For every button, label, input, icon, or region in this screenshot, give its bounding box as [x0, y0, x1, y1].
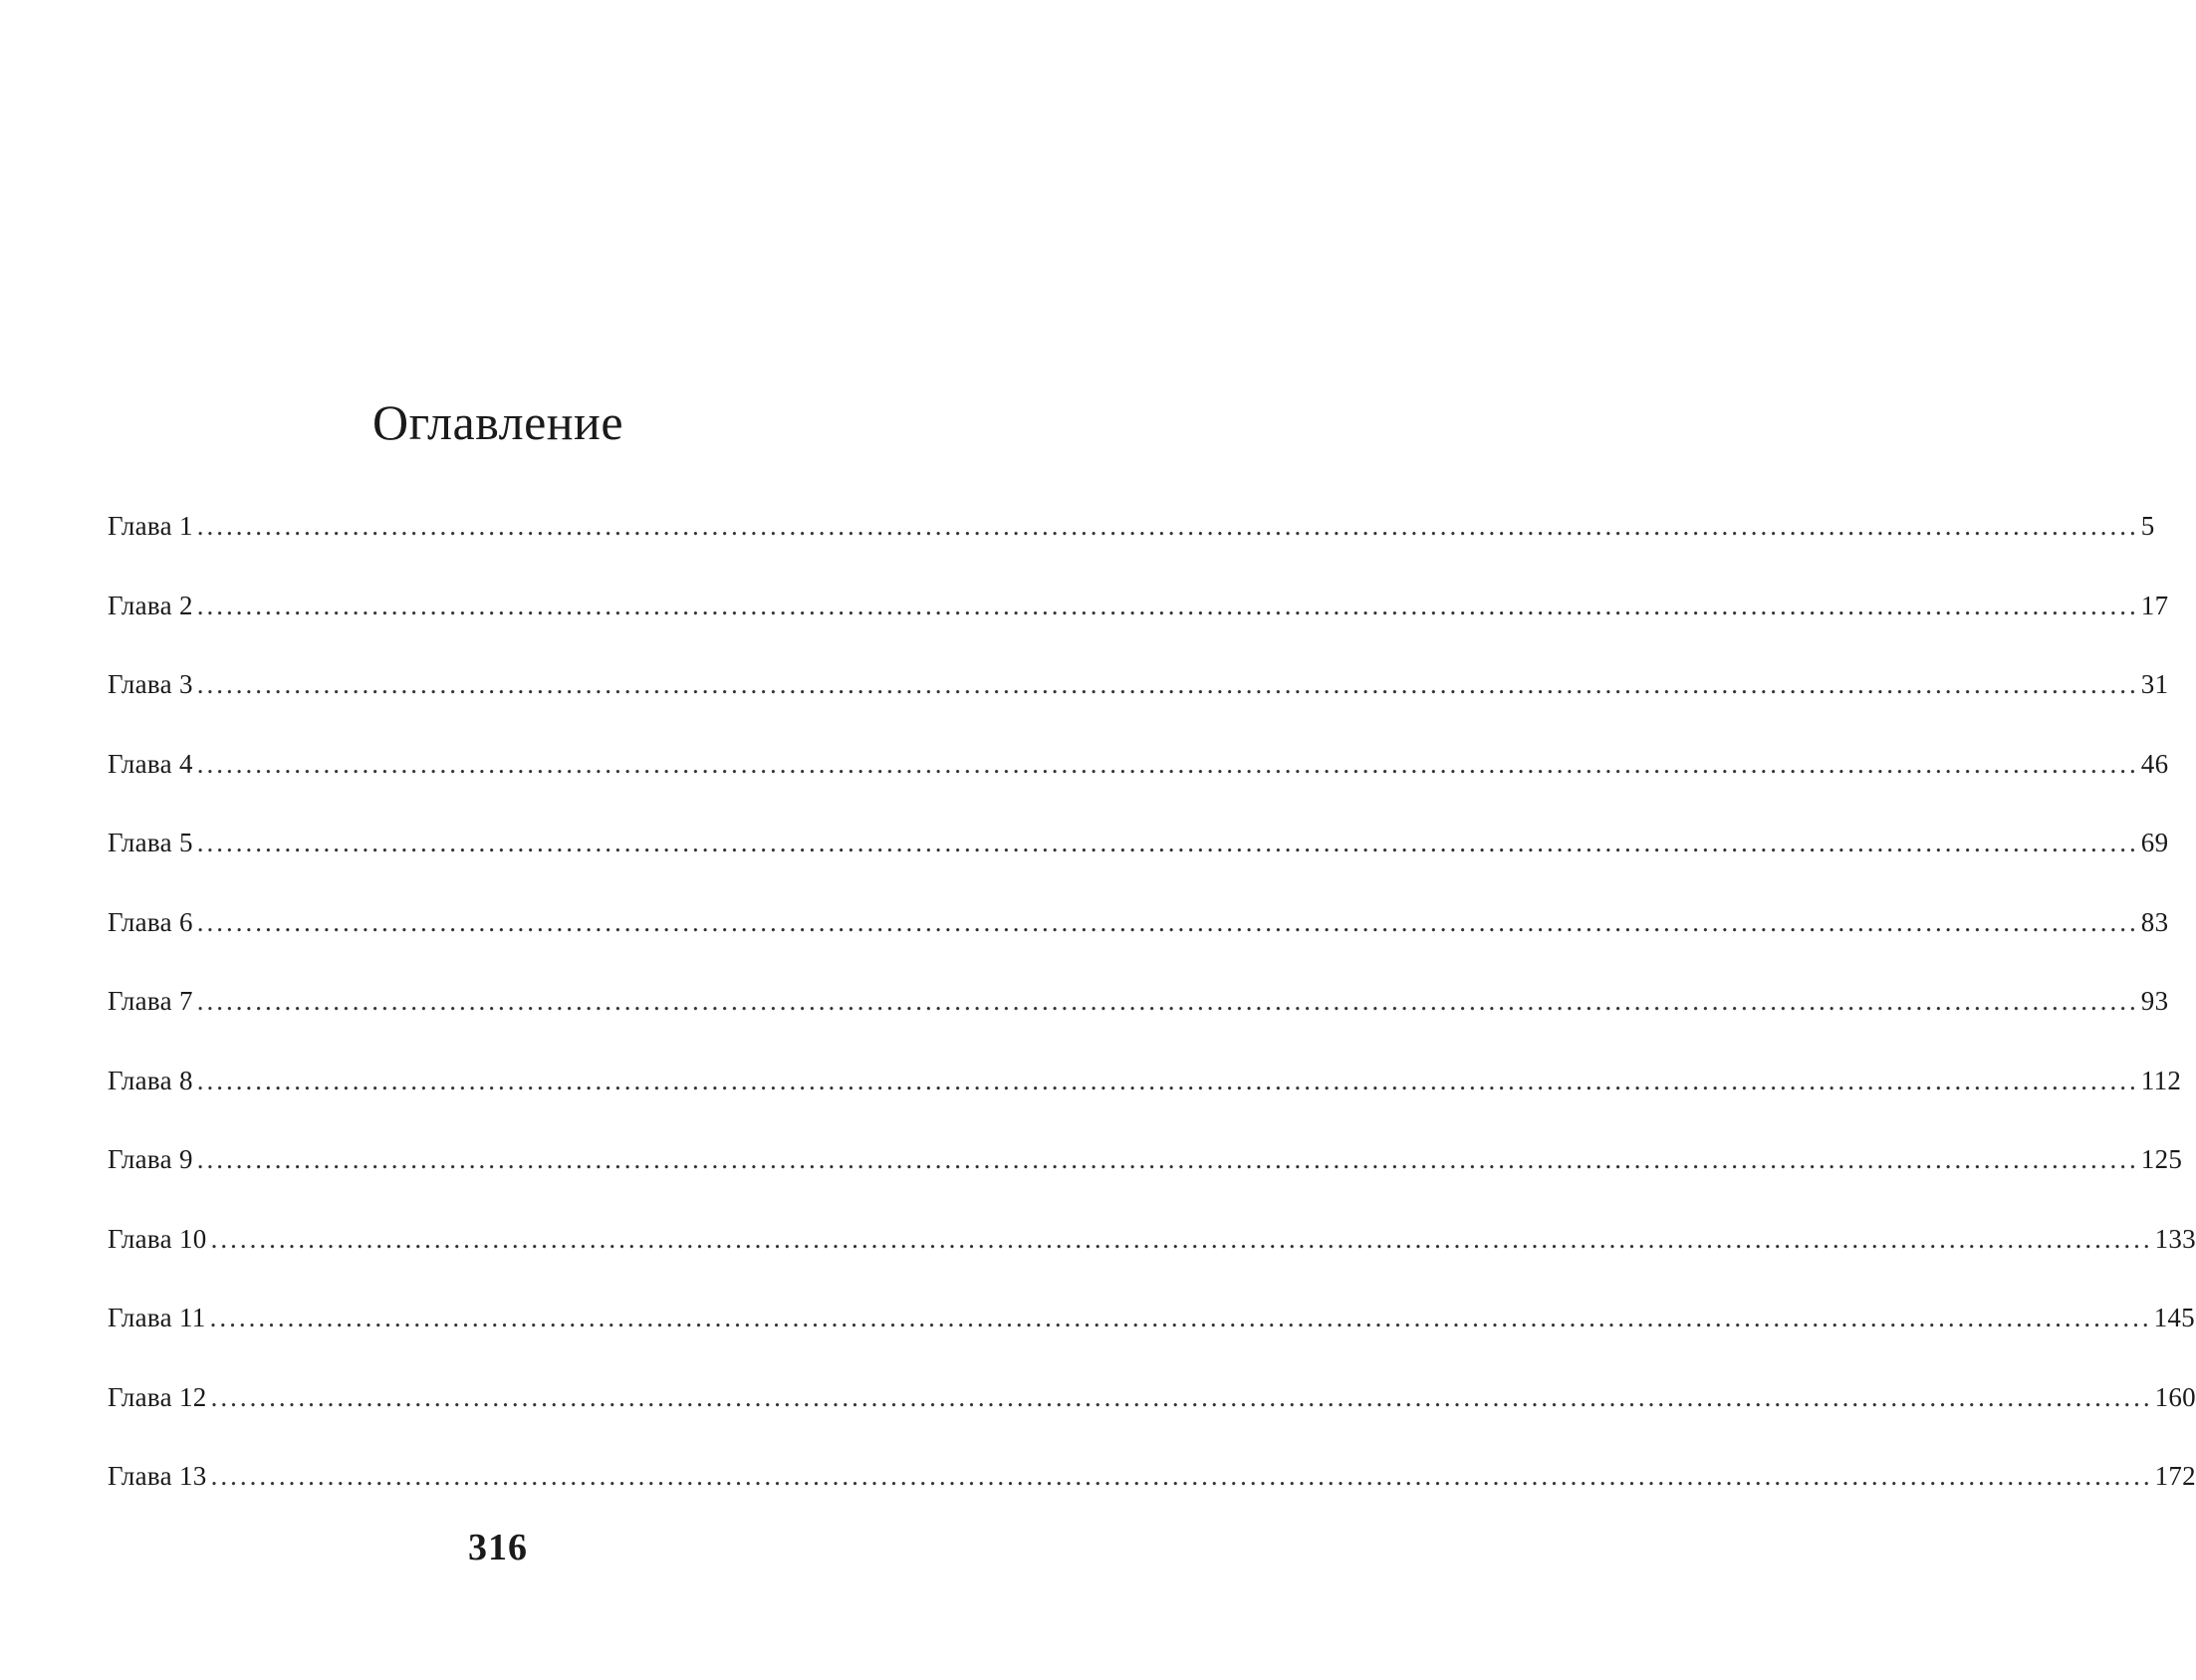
- toc-entry: [108, 590, 2169, 669]
- toc-dot-leader: ........................................................................................................................................................................................................: [196, 828, 2139, 857]
- toc-dot-leader: ........................................................................................................................................................................................................: [196, 511, 2139, 541]
- toc-entry: [108, 1143, 2183, 1223]
- toc-dot-leader: ........................................................................................................................................................................................................: [196, 986, 2139, 1016]
- toc-entry-page: 83: [2140, 906, 2169, 937]
- toc-entry: [108, 827, 2169, 906]
- toc-entry-label: Глава 6: [108, 906, 193, 937]
- toc-dot-leader: ........................................................................................................................................................................................................: [210, 1381, 2153, 1412]
- toc-entry: [108, 748, 2169, 828]
- toc-entry-label: Глава 13: [108, 1461, 207, 1491]
- toc-entry-label: Глава 1: [108, 511, 193, 541]
- toc-dot-leader: ........................................................................................................................................................................................................: [209, 1303, 2152, 1332]
- toc-entry-page: 5: [2140, 511, 2155, 541]
- toc-entry: [108, 668, 2169, 748]
- toc-entry-label: Глава 3: [108, 669, 193, 699]
- toc-entry-label: Глава 2: [108, 590, 193, 620]
- toc-entry: [108, 1223, 2196, 1303]
- toc-entry-page: 31: [2140, 669, 2169, 699]
- toc-entry: [108, 906, 2169, 986]
- toc-entry: [108, 985, 2169, 1065]
- table-of-contents: [108, 510, 2196, 1540]
- toc-dot-leader: ........................................................................................................................................................................................................: [196, 748, 2139, 779]
- toc-entry-label: Глава 7: [108, 986, 193, 1016]
- page-title: Оглавление: [371, 394, 624, 450]
- toc-entry: [108, 1381, 2196, 1461]
- toc-entry-page: 133: [2154, 1223, 2196, 1254]
- toc-entry-label: Глава 10: [108, 1223, 207, 1254]
- toc-entry-label: Глава 8: [108, 1065, 193, 1095]
- toc-entry-label: Глава 9: [108, 1144, 193, 1174]
- toc-entry: [108, 510, 2155, 590]
- toc-entry-page: 46: [2140, 748, 2169, 779]
- toc-entry-label: Глава 5: [108, 828, 193, 857]
- toc-entry: [108, 1065, 2182, 1144]
- toc-dot-leader: ........................................................................................................................................................................................................: [196, 906, 2139, 937]
- toc-entry-label: Глава 11: [108, 1303, 206, 1332]
- toc-entry-page: 125: [2140, 1144, 2183, 1174]
- toc-entry-page: 93: [2140, 986, 2169, 1016]
- toc-entry: [108, 1302, 2195, 1381]
- toc-dot-leader: ........................................................................................................................................................................................................: [196, 590, 2139, 620]
- toc-entry-page: 112: [2140, 1065, 2182, 1095]
- toc-entry-page: 160: [2154, 1381, 2196, 1412]
- toc-dot-leader: ........................................................................................................................................................................................................: [210, 1461, 2153, 1491]
- toc-entry-page: 17: [2140, 590, 2169, 620]
- toc-entry-page: 172: [2154, 1461, 2196, 1491]
- toc-dot-leader: ........................................................................................................................................................................................................: [196, 1144, 2139, 1174]
- toc-entry-page: 145: [2153, 1303, 2195, 1332]
- toc-entry-label: Глава 12: [108, 1381, 207, 1412]
- toc-entry-label: Глава 4: [108, 748, 193, 779]
- toc-dot-leader: ........................................................................................................................................................................................................: [210, 1223, 2153, 1254]
- toc-dot-leader: ........................................................................................................................................................................................................: [196, 669, 2139, 699]
- toc-dot-leader: ........................................................................................................................................................................................................: [196, 1065, 2139, 1095]
- toc-entry-page: 69: [2140, 828, 2169, 857]
- page-number: 316: [468, 1527, 528, 1568]
